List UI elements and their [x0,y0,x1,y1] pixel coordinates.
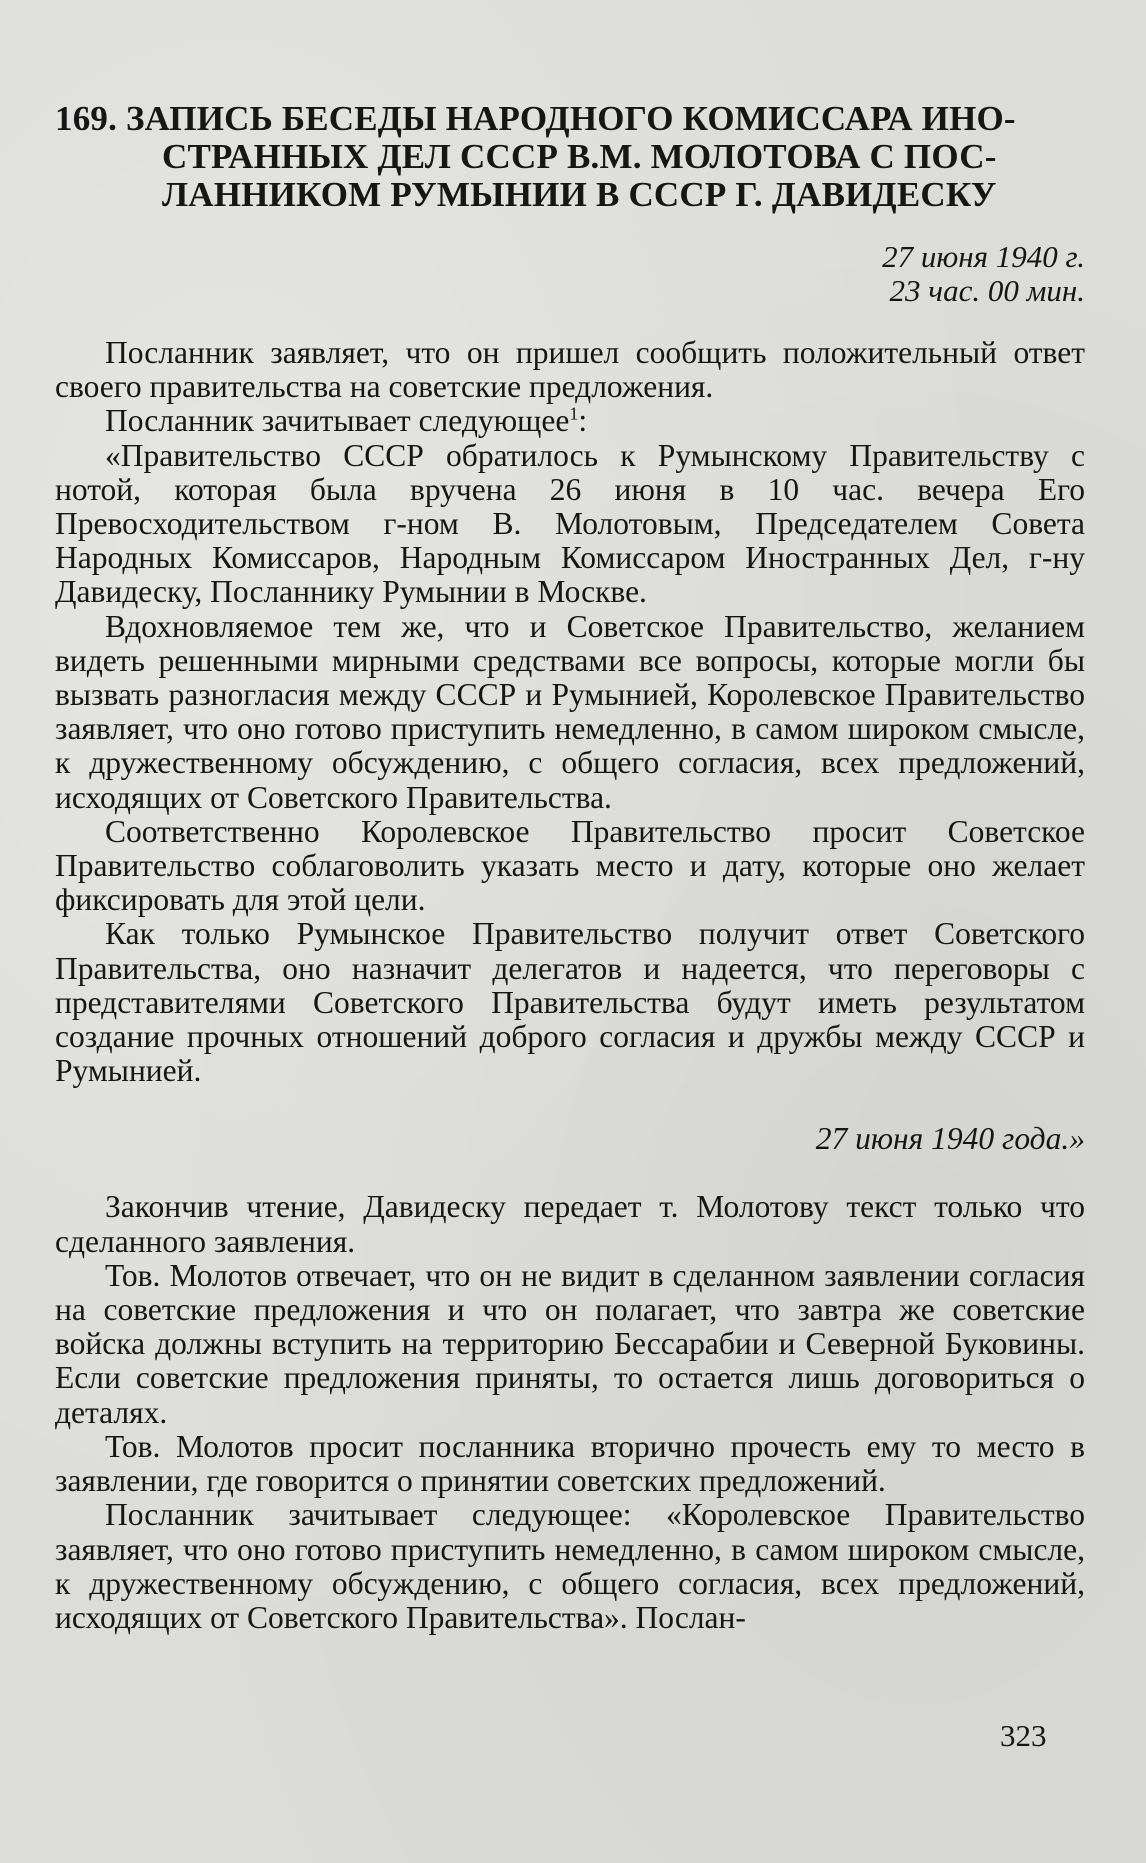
document-content [55,100,1085,1635]
paragraph-6: Как только Румынское Правительство получит ответ Советского Правительства, оно назначит делегатов и надеется, что переговоры с представителями Советского Правительства будут иметь результатом создание прочных отношений доброго согласия и дружбы между СССР и Румынией. [55,916,1085,1089]
paragraph-2 [55,404,1085,438]
paragraph-9: Тов. Молотов просит посланника вторично прочесть ему то место в заявлении, где говорится о принятии советских предложений. [55,1428,1085,1499]
title-line-1: 169. ЗАПИСЬ БЕСЕДЫ НАРОДНОГО КОМИССАРА ИНО- [55,99,1016,138]
record-date-time [55,240,1085,308]
paragraph-4: Вдохновляемое тем же, что и Советское Правительство, желанием видеть решенными мирными средствами все вопросы, которые могли бы вызвать разногласия между СССР и Румынией, Королевское Правительство заявляет, что оно готово приступить немедленно, в самом широком смысле, к дружественному обсуждению, с общего согласия, всех предложений, исходящих от Советского Правительства. [55,608,1085,815]
paragraph-10: Посланник зачитывает следующее: «Королевское Правительство заявляет, что оно готово приступить немедленно, в самом широком смысле, к дружественному обсуждению, с общего согласия, всех предложений, исходящих от Советского Правительства». Послан- [55,1497,1085,1635]
paragraph-7: Закончив чтение, Давидеску передает т. Молотову текст только что сделанного заявления. [55,1189,1085,1259]
paragraph-8: Тов. Молотов отвечает, что он не видит в сделанном заявлении согласия на советские предложения и что он полагает, что завтра же советские войска должны вступить на территорию Бессарабии и Северной Буковины. Если советские предложения приняты, то остается лишь договориться о деталях. [55,1257,1085,1430]
page-number: 323 [1000,1718,1047,1753]
title-line-3: ЛАННИКОМ РУМЫНИИ В СССР Г. ДАВИДЕСКУ [162,175,997,214]
letter-date: 27 июня 1940 года.» [815,1121,1085,1157]
paragraph-2-text: Посланник зачитывает следующее [105,403,570,439]
paragraph-2-end: : [578,403,588,439]
footnote-mark: 1 [569,403,579,424]
title-line-2: СТРАННЫХ ДЕЛ СССР В.М. МОЛОТОВА С ПОС- [162,137,997,176]
paragraph-5: Соответственно Королевское Правительство просит Советское Правительство соблаговолить указать место и дату, которые оно желает фиксировать для этой цели. [55,813,1085,918]
paragraph-3: «Правительство СССР обратилось к Румынскому Правительству с нотой, которая была вручена 26 июня в 10 час. вечера Его Превосходительством г-ном В. Молотовым, Председателем Совета Народных Комиссаров, Народным Комиссаром Иностранных Дел, г-ну Давидеску, Посланнику Румынии в Москве. [55,437,1085,610]
paragraph-1: Посланник заявляет, что он пришел сообщить положительный ответ своего правительства на советские предложения. [55,335,1085,405]
document-body [55,336,1085,1635]
document-title [55,100,1085,214]
record-date: 27 июня 1940 г. [882,239,1085,274]
record-time: 23 час. 00 мин. [889,273,1085,308]
